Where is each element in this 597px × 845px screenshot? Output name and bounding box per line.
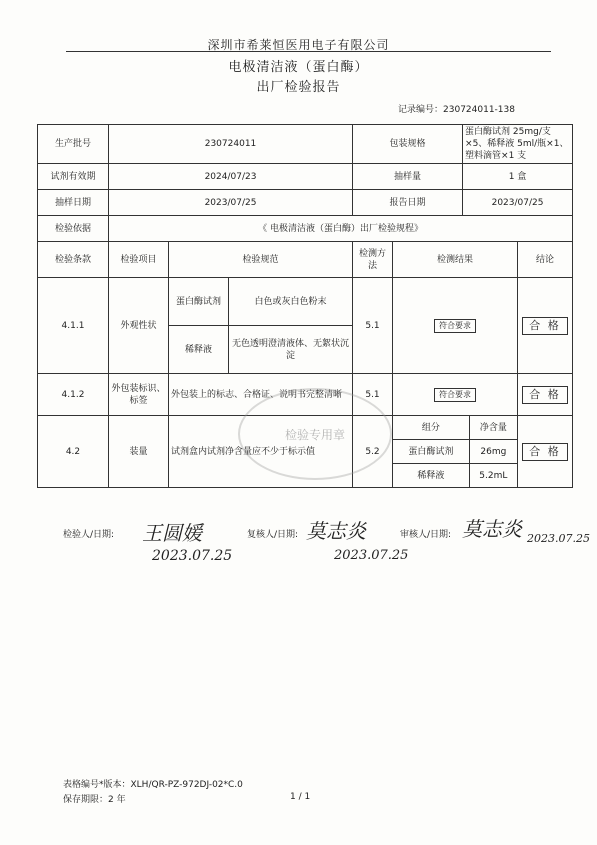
r1-result: 符合要求 [434, 319, 476, 334]
inspector-signature: 王圆媛 [142, 521, 202, 545]
r3-item: 装量 [109, 416, 169, 488]
net-a-name: 蛋白酶试剂 [393, 440, 469, 464]
r1-clause: 4.1.1 [38, 278, 109, 374]
net-content-row [393, 464, 517, 488]
batch-value: 230724011 [109, 125, 353, 164]
record-number-label: 记录编号： [398, 105, 444, 115]
page-number: 1 / 1 [290, 792, 311, 802]
r2-method: 5.1 [353, 374, 393, 416]
net-content-row [393, 440, 517, 464]
approver-label: 审核人/日期: [400, 530, 452, 540]
net-head-content: 净含量 [469, 416, 517, 440]
basis-label: 检验依据 [38, 216, 109, 242]
batch-label: 生产批号 [38, 125, 109, 164]
r3-clause: 4.2 [38, 416, 109, 488]
info-row-basis [38, 216, 573, 242]
table-row [38, 278, 573, 326]
r1-method: 5.1 [353, 278, 393, 374]
net-head-component: 组分 [393, 416, 469, 440]
info-row-dates [38, 190, 573, 216]
r2-clause: 4.1.2 [38, 374, 109, 416]
net-b-name: 稀释液 [393, 464, 469, 488]
form-number: 表格编号*版本：XLH/QR-PZ-972DJ-02*C.0 [63, 780, 243, 790]
col-conclusion: 结论 [518, 242, 573, 278]
inspector-date: 2023.07.25 [152, 548, 233, 564]
approver-signature: 莫志炎 [462, 517, 522, 541]
approver-date: 2023.07.25 [527, 532, 590, 545]
col-result: 检测结果 [393, 242, 518, 278]
info-row-batch [38, 125, 573, 164]
r2-conclusion: 合 格 [522, 386, 568, 405]
col-method: 检测方法 [353, 242, 393, 278]
sample-qty-value: 1 盒 [463, 164, 573, 190]
col-clause: 检验条款 [38, 242, 109, 278]
sample-qty-label: 抽样量 [353, 164, 463, 190]
r2-conclusion-cell [518, 374, 573, 416]
document-subtitle: 出厂检验报告 [256, 80, 341, 95]
net-b-value: 5.2mL [479, 470, 508, 481]
reviewer-date: 2023.07.25 [334, 548, 409, 563]
r2-result-cell [393, 374, 518, 416]
r1-result-cell [393, 278, 518, 374]
r1-sub2-spec: 无色透明澄清液体、无絮状沉淀 [229, 326, 353, 374]
r1-sub1-spec: 白色或灰白色粉末 [229, 278, 353, 326]
expiry-label: 试剂有效期 [38, 164, 109, 190]
net-a-value: 26mg [469, 440, 517, 464]
net-content-table [393, 416, 517, 487]
report-date-label: 报告日期 [353, 190, 463, 216]
retention-period: 保存期限：2 年 [63, 795, 126, 805]
col-item: 检验项目 [109, 242, 169, 278]
report-date-value: 2023/07/25 [463, 190, 573, 216]
r1-conclusion-cell [518, 278, 573, 374]
inspection-seal-text: 检验专用章 [285, 428, 346, 442]
record-number [398, 102, 515, 115]
basis-value: 《 电极清洁液（蛋白酶）出厂检验规程》 [109, 216, 573, 242]
document-title: 电极清洁液（蛋白酶） [228, 60, 369, 75]
expiry-value: 2024/07/23 [109, 164, 353, 190]
record-number-value: 230724011-138 [443, 105, 515, 115]
sample-date-label: 抽样日期 [38, 190, 109, 216]
r1-sub1-name: 蛋白酶试剂 [169, 278, 229, 326]
spec-label: 包装规格 [353, 125, 463, 164]
sample-date-value: 2023/07/25 [109, 190, 353, 216]
r3-conclusion: 合 格 [522, 443, 568, 462]
company-name: 深圳市希莱恒医用电子有限公司 [207, 38, 390, 52]
net-content-header [393, 416, 517, 440]
r3-conclusion-cell [518, 416, 573, 488]
r1-item: 外观性状 [109, 278, 169, 374]
column-header-row [38, 242, 573, 278]
spec-value: 蛋白酶试剂 25mg/支×5、稀释液 5ml/瓶×1、塑料滴管×1 支 [463, 125, 573, 164]
r2-item: 外包装标识、标签 [109, 374, 169, 416]
r2-result: 符合要求 [434, 388, 476, 403]
inspector-label: 检验人/日期: [63, 530, 115, 540]
col-spec: 检验规范 [169, 242, 353, 278]
info-row-expiry [38, 164, 573, 190]
r3-method: 5.2 [353, 416, 393, 488]
r3-spec: 试剂盒内试剂净含量应不少于标示值 [169, 416, 353, 488]
r3-result-cell [393, 416, 518, 488]
r1-sub2-name: 稀释液 [169, 326, 229, 374]
header-rule [66, 51, 551, 52]
r1-conclusion: 合 格 [522, 317, 568, 336]
r2-spec: 外包装上的标志、合格证、说明书完整清晰 [169, 374, 353, 416]
reviewer-label: 复核人/日期: [247, 530, 299, 540]
reviewer-signature: 莫志炎 [306, 519, 366, 543]
